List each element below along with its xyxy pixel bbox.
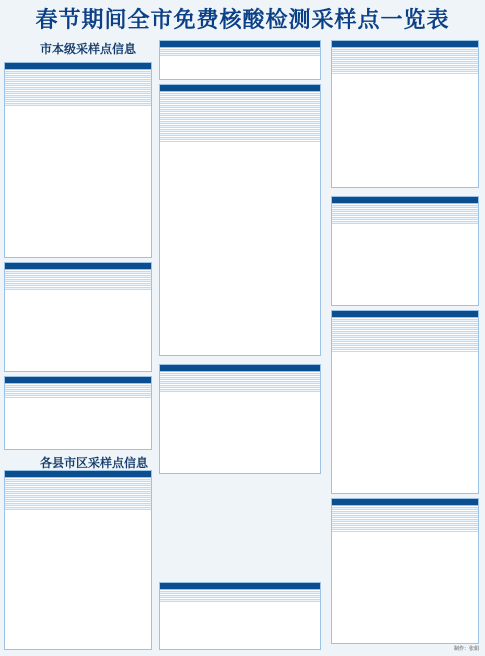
table-panel	[331, 498, 479, 644]
table-body	[5, 70, 151, 106]
table-row	[5, 508, 151, 510]
table-body	[332, 48, 478, 74]
page-headline: 春节期间全市免费核酸检测采样点一览表	[35, 7, 450, 33]
table-body	[5, 384, 151, 398]
table-body	[332, 318, 478, 352]
table-panel	[4, 376, 152, 450]
table-row	[160, 140, 320, 142]
table-body	[160, 590, 320, 602]
table-body	[160, 48, 320, 56]
table-panel	[159, 364, 321, 474]
table-row	[160, 600, 320, 602]
table-row	[5, 104, 151, 106]
table-body	[160, 372, 320, 392]
table-panel	[4, 62, 152, 258]
table-panel	[331, 310, 479, 494]
table-row	[332, 350, 478, 352]
table-body	[5, 270, 151, 290]
county-level-heading: 各县市区采样点信息	[40, 456, 149, 470]
table-panel	[4, 470, 152, 650]
table-panel	[331, 40, 479, 188]
table-row	[5, 396, 151, 398]
footer-credit: 制作：张娟	[453, 646, 479, 652]
table-row	[160, 390, 320, 392]
table-row	[332, 222, 478, 224]
table-body	[5, 478, 151, 510]
table-panel	[4, 262, 152, 372]
table-panel	[331, 196, 479, 306]
table-row	[332, 72, 478, 74]
table-row	[5, 288, 151, 290]
table-row	[160, 54, 320, 56]
table-panel	[159, 84, 321, 356]
table-body	[332, 204, 478, 224]
table-body	[160, 92, 320, 142]
table-body	[332, 506, 478, 532]
city-level-heading: 市本级采样点信息	[40, 42, 137, 56]
table-panel	[159, 40, 321, 80]
table-panel	[159, 582, 321, 650]
table-row	[332, 530, 478, 532]
